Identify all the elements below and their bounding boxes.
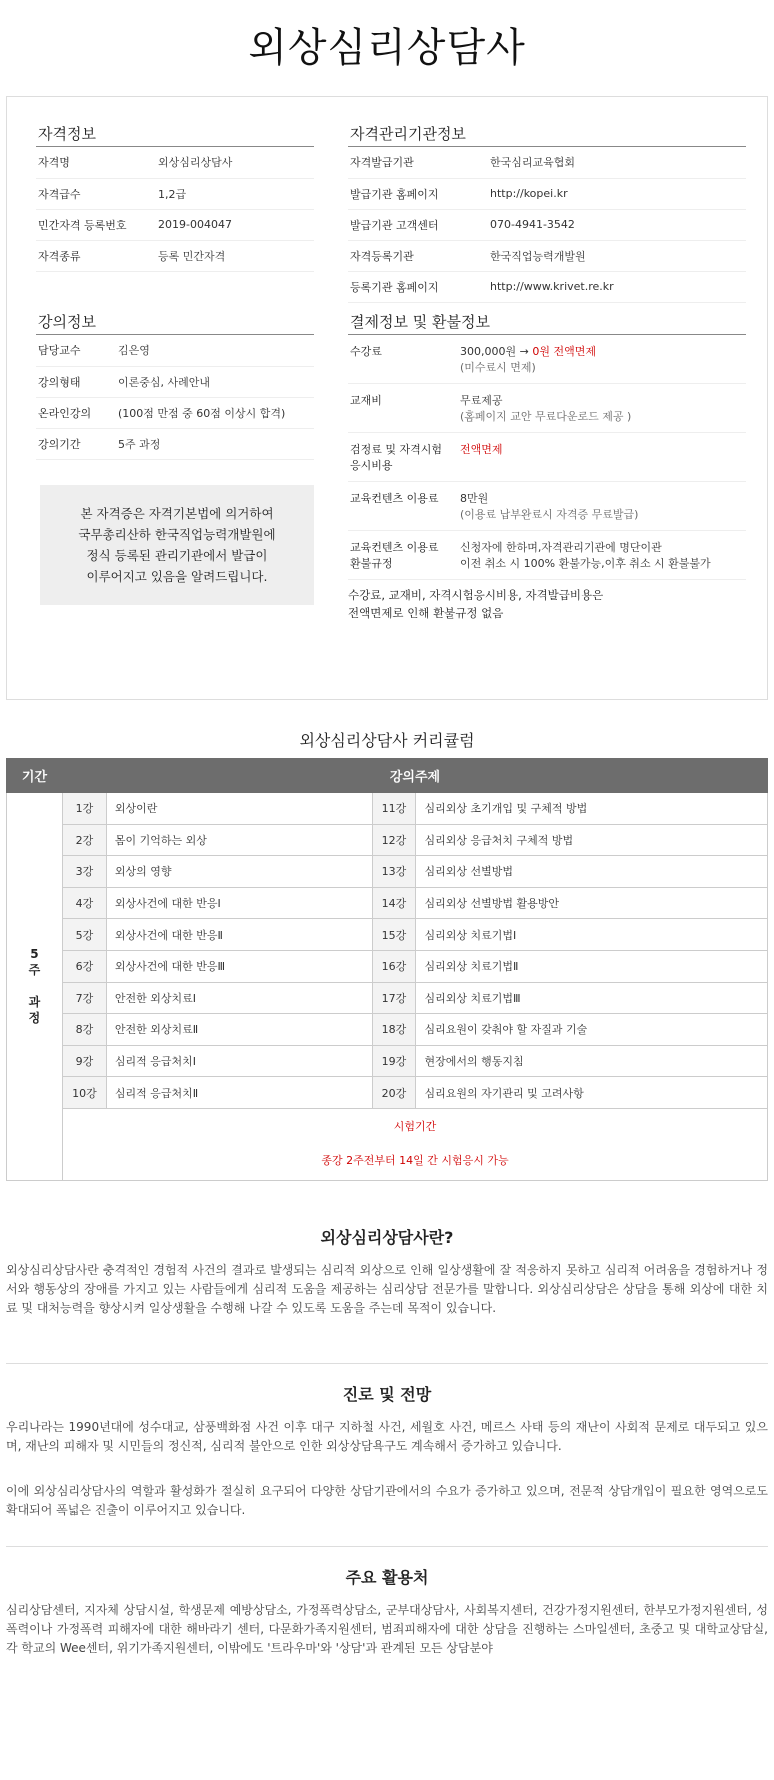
qual-info-table bbox=[36, 147, 314, 272]
period-line: 정 bbox=[28, 1011, 41, 1026]
agency-info-section bbox=[348, 123, 746, 303]
agency-info-row bbox=[348, 147, 746, 178]
lecture-info-row bbox=[36, 366, 314, 397]
lesson-topic: 외상이란 bbox=[106, 793, 372, 825]
period-line: 주 bbox=[28, 963, 41, 978]
exam-period-title: 시험기간 bbox=[393, 1120, 437, 1134]
qual-info-title: 자격정보 bbox=[36, 123, 314, 147]
content-fee-label: 교육컨텐츠 이용료 bbox=[348, 482, 458, 531]
lesson-number: 4강 bbox=[62, 887, 106, 919]
lecture-info-value: 김은영 bbox=[116, 335, 314, 366]
notice-line: 국무총리산하 한국직업능력개발원에 bbox=[78, 527, 276, 542]
registry-homepage-link[interactable]: http://www.krivet.re.kr bbox=[488, 271, 746, 302]
what-is-title: 외상심리상담사란? bbox=[320, 1227, 454, 1247]
agency-info-key: 등록기관 홈페이지 bbox=[348, 271, 488, 302]
col-topic: 강의주제 bbox=[62, 759, 767, 793]
lesson-topic: 심리요원의 자기관리 및 고려사항 bbox=[416, 1077, 768, 1109]
outlook-paragraph-2: 이에 외상심리상담사의 역할과 활성화가 절실히 요구되어 다양한 상담기관에서의 수요가 증가하고 있으며, 전문적 상담개입이 필요한 영역으로도 확대되어 폭넓은 진출이 이루어지고 있습니다. bbox=[6, 1483, 768, 1517]
qual-info-row bbox=[36, 240, 314, 271]
refund-label bbox=[348, 531, 458, 580]
content-fee-amount: 8만원 bbox=[460, 492, 489, 505]
period-line: 과 bbox=[28, 995, 41, 1010]
tuition-note: (미수료시 면제) bbox=[460, 361, 536, 374]
agency-info-row bbox=[348, 209, 746, 240]
table-row bbox=[7, 982, 768, 1014]
agency-homepage-link[interactable]: http://kopei.kr bbox=[488, 178, 746, 209]
agency-info-value: 한국직업능력개발원 bbox=[488, 240, 746, 271]
page-title: 외상심리상담사 bbox=[248, 25, 526, 71]
uses-title: 주요 활용처 bbox=[345, 1567, 429, 1587]
qual-info-value: 외상심리상담사 bbox=[156, 147, 314, 178]
agency-info-row bbox=[348, 240, 746, 271]
agency-info-row bbox=[348, 271, 746, 302]
content-fee-row bbox=[348, 482, 746, 531]
agency-info-key: 발급기관 고객센터 bbox=[348, 209, 488, 240]
lesson-number: 10강 bbox=[62, 1077, 106, 1109]
curriculum-title: 외상심리상담사 커리큘럼 bbox=[299, 731, 475, 750]
info-box bbox=[6, 96, 768, 700]
tuition-label: 수강료 bbox=[348, 335, 458, 384]
books-free: 무료제공 bbox=[460, 394, 503, 407]
lecture-info-row bbox=[36, 428, 314, 459]
notice-line: 본 자격증은 자격기본법에 의거하여 bbox=[80, 506, 274, 521]
tuition-free: 0원 전액면제 bbox=[532, 345, 596, 358]
section-divider bbox=[6, 1363, 768, 1364]
curriculum-table bbox=[6, 758, 768, 1181]
lesson-number: 20강 bbox=[372, 1077, 416, 1109]
lesson-number: 18강 bbox=[372, 1014, 416, 1046]
refund-line: 신청자에 한하며,자격관리기관에 명단이관 bbox=[460, 541, 662, 554]
registration-notice bbox=[40, 485, 314, 605]
qual-info-section bbox=[36, 123, 314, 272]
qual-info-value: 등록 민간자격 bbox=[156, 240, 314, 271]
table-row bbox=[7, 950, 768, 982]
uses-text: 심리상담센터, 지자체 상담시설, 학생문제 예방상담소, 가정폭력상담소, 군부대상담사, 사회복지센터, 건강가정지원센터, 한부모가정지원센터, 성폭력이나 가정폭력 피해자에 대한 해바라기 센터, 다문화가족지원센터, 범죄피해자에 대한 상담을 진행하는 스마일센터, 초중고 및 대학교상담실, 각 학교의 Wee센터, 위기가족지원센터, 이밖에도 '트라우마'와 '상담'과 관계된 모든 상담분야 bbox=[6, 1602, 768, 1655]
lecture-info-key: 담당교수 bbox=[36, 335, 116, 366]
agency-info-key: 발급기관 홈페이지 bbox=[348, 178, 488, 209]
lesson-number: 9강 bbox=[62, 1045, 106, 1077]
tuition-price: 300,000원 bbox=[460, 345, 517, 358]
exam-period-row bbox=[7, 1108, 768, 1180]
exam-period-desc: 종강 2주전부터 14일 간 시험응시 가능 bbox=[321, 1154, 509, 1168]
qual-info-key: 자격명 bbox=[36, 147, 156, 178]
lesson-number: 5강 bbox=[62, 919, 106, 951]
qual-info-value: 1,2급 bbox=[156, 178, 314, 209]
books-note: (홈페이지 교안 무료다운로드 제공 ) bbox=[460, 410, 632, 423]
qual-info-key: 자격급수 bbox=[36, 178, 156, 209]
lecture-info-key: 강의기간 bbox=[36, 428, 116, 459]
tuition-value bbox=[458, 335, 746, 384]
period-line: 5 bbox=[30, 947, 39, 962]
exam-fee-label-line: 응시비용 bbox=[350, 459, 393, 472]
lesson-topic: 심리외상 응급처치 구체적 방법 bbox=[416, 824, 768, 856]
col-period: 기간 bbox=[7, 759, 63, 793]
curriculum-header bbox=[7, 759, 768, 793]
exam-fee-free: 전액면제 bbox=[460, 443, 503, 456]
lesson-number: 7강 bbox=[62, 982, 106, 1014]
refund-line: 이전 취소 시 100% 환불가능,이후 취소 시 환불불가 bbox=[460, 557, 711, 570]
lesson-topic: 안전한 외상치료Ⅱ bbox=[106, 1014, 372, 1046]
outlook-title: 진로 및 전망 bbox=[342, 1384, 432, 1404]
period-line bbox=[7, 978, 62, 994]
qual-info-row bbox=[36, 209, 314, 240]
lecture-info-title: 강의정보 bbox=[36, 311, 314, 335]
exam-fee-value bbox=[458, 433, 746, 482]
lecture-info-value: (100점 만점 중 60점 이상시 합격) bbox=[116, 397, 314, 428]
refund-value bbox=[458, 531, 746, 580]
lesson-number: 14강 bbox=[372, 887, 416, 919]
lesson-topic: 외상의 영향 bbox=[106, 856, 372, 888]
lecture-info-value: 5주 과정 bbox=[116, 428, 314, 459]
lecture-info-row bbox=[36, 397, 314, 428]
refund-label-line: 환불규정 bbox=[350, 557, 393, 570]
table-row bbox=[7, 887, 768, 919]
table-row bbox=[7, 1045, 768, 1077]
lesson-topic: 안전한 외상치료Ⅰ bbox=[106, 982, 372, 1014]
refund-footer-line: 전액면제로 인해 환불규정 없음 bbox=[348, 606, 504, 620]
what-is-text: 외상심리상담사란 충격적인 경험적 사건의 결과로 발생되는 심리적 외상으로 인해 일상생활에 잘 적응하지 못하고 심리적 어려움을 경험하거나 정서와 행동상의 장애를 가지고 있는 사람들에게 심리적 도움을 제공하는 심리상담 전문가를 말합니다. 외상심리상담은 상담을 통해 외상에 대한 치료 및 대처능력을 향상시켜 일상생활을 수행해 나갈 수 있도록 도움을 주는데 목적이 있습니다. bbox=[6, 1262, 768, 1315]
table-row bbox=[7, 1077, 768, 1109]
qual-info-row bbox=[36, 147, 314, 178]
lesson-number: 11강 bbox=[372, 793, 416, 825]
outlook-paragraph-1: 우리나라는 1990년대에 성수대교, 삼풍백화점 사건 이후 대구 지하철 사건, 세월호 사건, 메르스 사태 등의 재난이 사회적 문제로 대두되고 있으며, 재난의 피해자 및 시민들의 정신적, 심리적 불안으로 인한 외상상담욕구도 계속해서 증가하고 있습니다. bbox=[6, 1419, 768, 1453]
content-fee-note: (이용료 납부완료시 자격증 무료발급) bbox=[460, 508, 639, 521]
lecture-info-row bbox=[36, 335, 314, 366]
agency-info-row bbox=[348, 178, 746, 209]
lesson-number: 15강 bbox=[372, 919, 416, 951]
agency-info-key: 자격발급기관 bbox=[348, 147, 488, 178]
lecture-info-value: 이론중심, 사례안내 bbox=[116, 366, 314, 397]
table-row bbox=[7, 919, 768, 951]
exam-fee-row bbox=[348, 433, 746, 482]
lesson-number: 3강 bbox=[62, 856, 106, 888]
books-label: 교재비 bbox=[348, 384, 458, 433]
lesson-number: 2강 bbox=[62, 824, 106, 856]
lesson-topic: 심리외상 초기개입 및 구체적 방법 bbox=[416, 793, 768, 825]
lesson-topic: 심리적 응급처치Ⅱ bbox=[106, 1077, 372, 1109]
lesson-number: 12강 bbox=[372, 824, 416, 856]
arrow-icon: → bbox=[519, 345, 529, 358]
period-cell bbox=[7, 793, 63, 1181]
agency-info-title: 자격관리기관정보 bbox=[348, 123, 746, 147]
lesson-number: 16강 bbox=[372, 950, 416, 982]
lesson-topic: 외상사건에 대한 반응Ⅱ bbox=[106, 919, 372, 951]
exam-fee-label-line: 검정료 및 자격시험 bbox=[350, 443, 443, 456]
payment-section bbox=[348, 311, 746, 622]
lesson-number: 6강 bbox=[62, 950, 106, 982]
qual-info-value: 2019-004047 bbox=[156, 209, 314, 240]
content-fee-value bbox=[458, 482, 746, 531]
exam-fee-label bbox=[348, 433, 458, 482]
lesson-topic: 심리외상 치료기법Ⅲ bbox=[416, 982, 768, 1014]
qual-info-key: 자격종류 bbox=[36, 240, 156, 271]
lesson-number: 8강 bbox=[62, 1014, 106, 1046]
lesson-topic: 심리요원이 갖춰야 할 자질과 기술 bbox=[416, 1014, 768, 1046]
refund-footer bbox=[348, 580, 746, 622]
refund-footer-line: 수강료, 교재비, 자격시험응시비용, 자격발급비용은 bbox=[348, 588, 604, 602]
lesson-topic: 외상사건에 대한 반응Ⅰ bbox=[106, 887, 372, 919]
lesson-number: 1강 bbox=[62, 793, 106, 825]
refund-row bbox=[348, 531, 746, 580]
agency-info-value: 070-4941-3542 bbox=[488, 209, 746, 240]
lecture-info-section bbox=[36, 311, 314, 460]
payment-title: 결제정보 및 환불정보 bbox=[348, 311, 746, 335]
payment-table bbox=[348, 335, 746, 580]
section-divider bbox=[6, 1546, 768, 1547]
exam-period-cell bbox=[62, 1108, 767, 1180]
refund-label-line: 교육컨텐츠 이용료 bbox=[350, 541, 439, 554]
table-row bbox=[7, 856, 768, 888]
books-row bbox=[348, 384, 746, 433]
qual-info-row bbox=[36, 178, 314, 209]
lesson-topic: 외상사건에 대한 반응Ⅲ bbox=[106, 950, 372, 982]
table-row bbox=[7, 1014, 768, 1046]
lecture-info-key: 온라인강의 bbox=[36, 397, 116, 428]
lesson-number: 19강 bbox=[372, 1045, 416, 1077]
books-value bbox=[458, 384, 746, 433]
qual-info-key: 민간자격 등록번호 bbox=[36, 209, 156, 240]
agency-info-table bbox=[348, 147, 746, 303]
lesson-topic: 현장에서의 행동지침 bbox=[416, 1045, 768, 1077]
table-row bbox=[7, 824, 768, 856]
notice-line: 정식 등록된 관리기관에서 발급이 bbox=[86, 548, 268, 563]
lesson-topic: 심리외상 선별방법 활용방안 bbox=[416, 887, 768, 919]
lecture-info-table bbox=[36, 335, 314, 460]
tuition-row bbox=[348, 335, 746, 384]
lesson-topic: 몸이 기억하는 외상 bbox=[106, 824, 372, 856]
lesson-topic: 심리외상 치료기법Ⅱ bbox=[416, 950, 768, 982]
agency-info-value: 한국심리교육협회 bbox=[488, 147, 746, 178]
lesson-topic: 심리외상 선별방법 bbox=[416, 856, 768, 888]
lesson-number: 13강 bbox=[372, 856, 416, 888]
lesson-number: 17강 bbox=[372, 982, 416, 1014]
table-row bbox=[7, 793, 768, 825]
notice-line: 이루어지고 있음을 알려드립니다. bbox=[86, 569, 268, 584]
lesson-topic: 심리적 응급처치Ⅰ bbox=[106, 1045, 372, 1077]
lecture-info-key: 강의형태 bbox=[36, 366, 116, 397]
agency-info-key: 자격등록기관 bbox=[348, 240, 488, 271]
lesson-topic: 심리외상 치료기법Ⅰ bbox=[416, 919, 768, 951]
